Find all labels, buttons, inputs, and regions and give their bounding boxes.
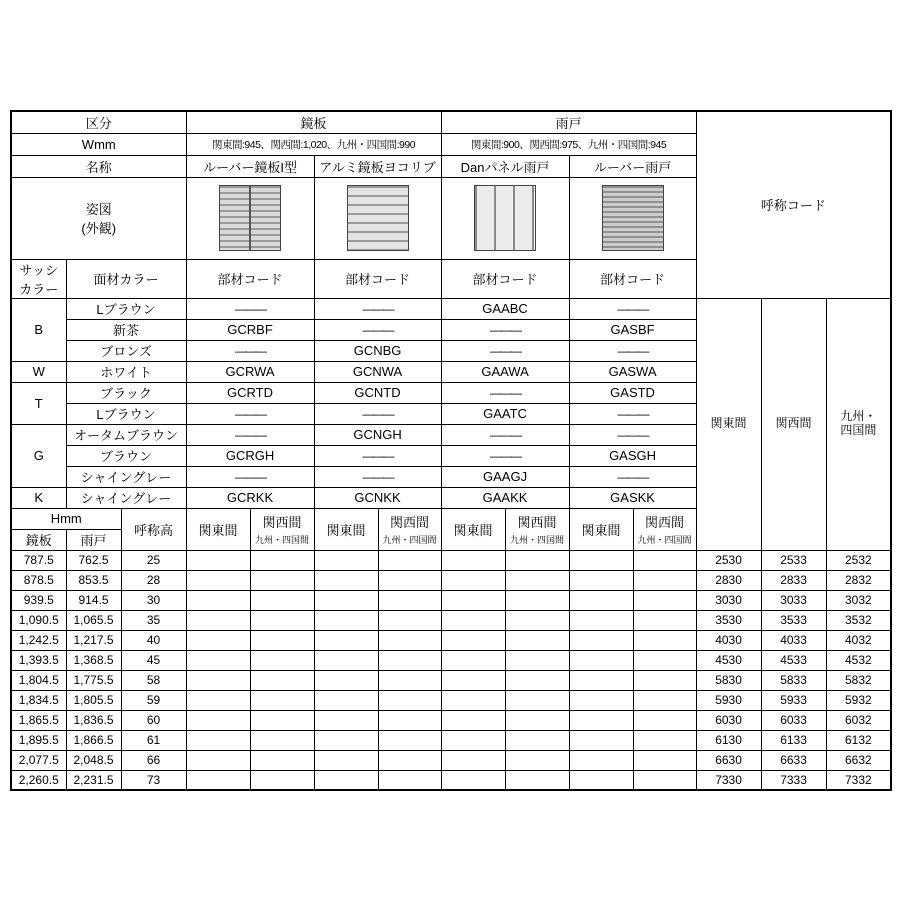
empty-cell	[314, 670, 378, 690]
kosho-code-value: 6033	[761, 710, 826, 730]
empty-cell	[378, 610, 441, 630]
empty-cell	[250, 750, 314, 770]
amado-header: 雨戸	[441, 111, 696, 133]
sash-color-label	[11, 259, 66, 298]
buzai-code-label: 部材コード	[441, 259, 569, 298]
product-name: ルーバー雨戸	[569, 155, 696, 177]
empty-cell	[186, 750, 250, 770]
kosho-daka-value: 30	[121, 590, 186, 610]
part-code: GCNTD	[314, 382, 441, 403]
kagamiita-height: 1,865.5	[11, 710, 66, 730]
empty-cell	[186, 550, 250, 570]
empty-cell	[378, 570, 441, 590]
empty-cell	[314, 710, 378, 730]
empty-cell	[569, 670, 633, 690]
buzai-code-label: 部材コード	[186, 259, 314, 298]
kosho-code-value: 5930	[696, 690, 761, 710]
empty-cell	[314, 730, 378, 750]
part-code: GASBF	[569, 319, 696, 340]
product-name: アルミ鏡板ヨコリブ	[314, 155, 441, 177]
empty-cell	[505, 690, 569, 710]
kosho-code-value: 6133	[761, 730, 826, 750]
kosho-code-value: 3030	[696, 590, 761, 610]
material-color-label: ブラウン	[66, 445, 186, 466]
kosho-daka-value: 58	[121, 670, 186, 690]
empty-cell	[314, 750, 378, 770]
kosho-code-value: 5833	[761, 670, 826, 690]
empty-cell	[505, 650, 569, 670]
vertical-panel-icon	[474, 185, 536, 251]
kosho-code-value: 2530	[696, 550, 761, 570]
wmm-label: Wmm	[11, 133, 186, 155]
empty-cell	[441, 610, 505, 630]
no-part-dash: ———	[186, 466, 314, 487]
size-row	[11, 770, 891, 790]
size-row	[11, 710, 891, 730]
kosho-daka-value: 40	[121, 630, 186, 650]
empty-cell	[186, 730, 250, 750]
kosho-daka-value: 28	[121, 570, 186, 590]
kosho-code-value: 6633	[761, 750, 826, 770]
material-color-label: シャイングレー	[66, 466, 186, 487]
empty-cell	[378, 770, 441, 790]
kagamiita-width-spec: 関東間:945、関西間:1,020、九州・四国間:990	[186, 133, 441, 155]
empty-cell	[441, 630, 505, 650]
sash-color-label-line2: カラー	[19, 281, 59, 297]
size-row	[11, 670, 891, 690]
empty-cell	[186, 570, 250, 590]
kagamiita-height: 1,834.5	[11, 690, 66, 710]
no-part-dash: ———	[569, 424, 696, 445]
size-row	[11, 590, 891, 610]
no-part-dash: ———	[441, 445, 569, 466]
amado-height: 1,065.5	[66, 610, 121, 630]
empty-cell	[505, 570, 569, 590]
kosho-code-value: 6632	[826, 750, 891, 770]
empty-cell	[569, 650, 633, 670]
kosho-code-value: 3032	[826, 590, 891, 610]
part-code: GCNBG	[314, 340, 441, 361]
empty-cell	[186, 710, 250, 730]
kosho-code-value: 3532	[826, 610, 891, 630]
size-row	[11, 750, 891, 770]
empty-cell	[378, 690, 441, 710]
empty-cell	[250, 650, 314, 670]
empty-cell	[633, 670, 696, 690]
kansai-subheader	[633, 508, 696, 550]
size-row	[11, 610, 891, 630]
kubun-label: 区分	[11, 111, 186, 133]
empty-cell	[505, 630, 569, 650]
kosho-code-value: 5933	[761, 690, 826, 710]
empty-cell	[633, 750, 696, 770]
empty-cell	[186, 670, 250, 690]
material-color-label: Lブラウン	[66, 298, 186, 319]
part-code: GAATC	[441, 403, 569, 424]
kosho-code-value: 4032	[826, 630, 891, 650]
part-code: GCRBF	[186, 319, 314, 340]
sugata-label-line1: 姿図	[85, 202, 112, 217]
empty-cell	[441, 770, 505, 790]
product-image-cell	[314, 177, 441, 259]
kosho-code-value: 5932	[826, 690, 891, 710]
kagamiita-height: 1,242.5	[11, 630, 66, 650]
no-part-dash: ———	[441, 424, 569, 445]
material-color-label: ホワイト	[66, 361, 186, 382]
kosho-code-value: 2830	[696, 570, 761, 590]
empty-cell	[441, 550, 505, 570]
empty-cell	[505, 610, 569, 630]
product-name: ルーバー鏡板I型	[186, 155, 314, 177]
kosho-code-value: 4530	[696, 650, 761, 670]
empty-cell	[441, 710, 505, 730]
empty-cell	[314, 650, 378, 670]
part-code: GAAKK	[441, 487, 569, 508]
empty-cell	[186, 590, 250, 610]
kagamiita-h-label: 鏡板	[11, 529, 66, 550]
no-part-dash: ———	[441, 340, 569, 361]
size-row	[11, 550, 891, 570]
empty-cell	[505, 710, 569, 730]
empty-cell	[441, 590, 505, 610]
empty-cell	[569, 730, 633, 750]
kanto-subheader: 関東間	[314, 508, 378, 550]
no-part-dash: ———	[186, 424, 314, 445]
empty-cell	[633, 590, 696, 610]
empty-cell	[441, 570, 505, 590]
material-color-label: ブロンズ	[66, 340, 186, 361]
empty-cell	[441, 650, 505, 670]
no-part-dash: ———	[186, 403, 314, 424]
amado-height: 2,231.5	[66, 770, 121, 790]
empty-cell	[314, 770, 378, 790]
buzai-code-label: 部材コード	[314, 259, 441, 298]
amado-height: 1,217.5	[66, 630, 121, 650]
no-part-dash: ———	[314, 319, 441, 340]
region-header: 関西間	[761, 298, 826, 550]
kyushu-subheader-line2: 九州・四国間	[637, 535, 692, 545]
empty-cell	[250, 670, 314, 690]
kagamiita-height: 1,895.5	[11, 730, 66, 750]
material-color-label: シャイングレー	[66, 487, 186, 508]
empty-cell	[505, 550, 569, 570]
kansai-subheader-line1: 関西間	[517, 515, 557, 530]
empty-cell	[569, 550, 633, 570]
empty-cell	[314, 690, 378, 710]
empty-cell	[569, 570, 633, 590]
kubun-row	[11, 111, 891, 133]
empty-cell	[378, 710, 441, 730]
empty-cell	[250, 630, 314, 650]
part-code: GCNWA	[314, 361, 441, 382]
kansai-subheader-line1: 関西間	[262, 515, 302, 530]
part-code: GCRKK	[186, 487, 314, 508]
kosho-code-value: 5832	[826, 670, 891, 690]
kosho-code-value: 6630	[696, 750, 761, 770]
empty-cell	[441, 690, 505, 710]
no-part-dash: ———	[441, 319, 569, 340]
material-color-label: オータムブラウン	[66, 424, 186, 445]
amado-height: 1,866.5	[66, 730, 121, 750]
amado-height: 2,048.5	[66, 750, 121, 770]
kagamiita-header: 鏡板	[186, 111, 441, 133]
kyushu-subheader-line2: 九州・四国間	[255, 535, 310, 545]
kosho-code-value: 3033	[761, 590, 826, 610]
region-header: 九州・ 四国間	[826, 298, 891, 550]
kyushu-subheader-line2: 九州・四国間	[382, 535, 437, 545]
empty-cell	[569, 710, 633, 730]
meisho-label: 名称	[11, 155, 186, 177]
empty-cell	[441, 730, 505, 750]
amado-height: 853.5	[66, 570, 121, 590]
hmm-label: Hmm	[11, 508, 121, 529]
kosho-code-value: 7332	[826, 770, 891, 790]
buzai-code-label: 部材コード	[569, 259, 696, 298]
sugata-label-line2: (外観)	[81, 221, 117, 236]
empty-cell	[633, 730, 696, 750]
empty-cell	[250, 710, 314, 730]
product-image-cell	[569, 177, 696, 259]
empty-cell	[378, 730, 441, 750]
empty-cell	[186, 650, 250, 670]
empty-cell	[378, 630, 441, 650]
part-code: GCRTD	[186, 382, 314, 403]
empty-cell	[441, 750, 505, 770]
sash-color-code: T	[11, 382, 66, 424]
kagamiita-height: 939.5	[11, 590, 66, 610]
empty-cell	[505, 590, 569, 610]
kosho-code-value: 6032	[826, 710, 891, 730]
empty-cell	[314, 570, 378, 590]
kosho-code-value: 5830	[696, 670, 761, 690]
empty-cell	[186, 690, 250, 710]
amado-width-spec: 関東間:900、関西間:975、九州・四国間:945	[441, 133, 696, 155]
empty-cell	[186, 630, 250, 650]
louver-split-panel-icon	[219, 185, 281, 251]
empty-cell	[378, 650, 441, 670]
kagamiita-height: 878.5	[11, 570, 66, 590]
empty-cell	[505, 770, 569, 790]
kosho-code-value: 6130	[696, 730, 761, 750]
no-part-dash: ———	[186, 340, 314, 361]
no-part-dash: ———	[569, 298, 696, 319]
sash-color-code: W	[11, 361, 66, 382]
amado-height: 1,805.5	[66, 690, 121, 710]
part-code: GASWA	[569, 361, 696, 382]
kosho-code-value: 2833	[761, 570, 826, 590]
part-code: GASKK	[569, 487, 696, 508]
empty-cell	[633, 690, 696, 710]
kosho-code-value: 2533	[761, 550, 826, 570]
kosho-code-value: 2832	[826, 570, 891, 590]
region-header: 関東間	[696, 298, 761, 550]
empty-cell	[633, 710, 696, 730]
empty-cell	[569, 690, 633, 710]
kosho-code-value: 6132	[826, 730, 891, 750]
amado-height: 1,775.5	[66, 670, 121, 690]
kosho-code-value: 4532	[826, 650, 891, 670]
kosho-daka-value: 25	[121, 550, 186, 570]
part-code: GCNKK	[314, 487, 441, 508]
amado-height: 914.5	[66, 590, 121, 610]
size-row	[11, 730, 891, 750]
empty-cell	[378, 670, 441, 690]
kosho-daka-value: 60	[121, 710, 186, 730]
no-part-dash: ———	[314, 466, 441, 487]
part-code: GAAGJ	[441, 466, 569, 487]
kansai-subheader	[250, 508, 314, 550]
product-image-cell	[186, 177, 314, 259]
empty-cell	[186, 770, 250, 790]
part-code: GCNGH	[314, 424, 441, 445]
kansai-subheader-line1: 関西間	[645, 515, 685, 530]
empty-cell	[378, 750, 441, 770]
horizontal-rib-panel-icon	[347, 185, 409, 251]
menzai-color-label: 面材カラー	[66, 259, 186, 298]
kosho-code-value: 4533	[761, 650, 826, 670]
empty-cell	[250, 570, 314, 590]
product-name: Danパネル雨戸	[441, 155, 569, 177]
kosho-daka-value: 45	[121, 650, 186, 670]
empty-cell	[633, 630, 696, 650]
amado-height: 1,368.5	[66, 650, 121, 670]
no-part-dash: ———	[314, 298, 441, 319]
kagamiita-height: 787.5	[11, 550, 66, 570]
empty-cell	[569, 750, 633, 770]
sash-color-code: G	[11, 424, 66, 487]
kanto-subheader: 関東間	[186, 508, 250, 550]
empty-cell	[250, 770, 314, 790]
part-code: GASTD	[569, 382, 696, 403]
kanto-subheader: 関東間	[569, 508, 633, 550]
kagamiita-height: 1,090.5	[11, 610, 66, 630]
empty-cell	[314, 590, 378, 610]
part-code: GAAWA	[441, 361, 569, 382]
amado-h-label: 雨戸	[66, 529, 121, 550]
kosho-daka-value: 35	[121, 610, 186, 630]
empty-cell	[314, 550, 378, 570]
kosho-daka-value: 66	[121, 750, 186, 770]
empty-cell	[633, 770, 696, 790]
empty-cell	[441, 670, 505, 690]
kosho-code-value: 4030	[696, 630, 761, 650]
empty-cell	[314, 610, 378, 630]
empty-cell	[186, 610, 250, 630]
empty-cell	[378, 590, 441, 610]
no-part-dash: ———	[314, 445, 441, 466]
amado-height: 1,836.5	[66, 710, 121, 730]
part-code: GCRGH	[186, 445, 314, 466]
empty-cell	[250, 610, 314, 630]
empty-cell	[633, 570, 696, 590]
kagamiita-height: 2,260.5	[11, 770, 66, 790]
kosho-code-header: 呼称コード	[696, 111, 891, 298]
empty-cell	[314, 630, 378, 650]
kosho-code-value: 2532	[826, 550, 891, 570]
empty-cell	[569, 590, 633, 610]
kosho-code-value: 7330	[696, 770, 761, 790]
empty-cell	[569, 610, 633, 630]
no-part-dash: ———	[569, 340, 696, 361]
sash-color-label-line1: サッシ	[19, 262, 59, 278]
kosho-daka-label: 呼称高	[121, 508, 186, 550]
amado-height: 762.5	[66, 550, 121, 570]
empty-cell	[250, 590, 314, 610]
no-part-dash: ———	[569, 466, 696, 487]
material-color-label: ブラック	[66, 382, 186, 403]
kagamiita-height: 1,804.5	[11, 670, 66, 690]
kosho-daka-value: 73	[121, 770, 186, 790]
empty-cell	[633, 610, 696, 630]
product-image-cell	[441, 177, 569, 259]
part-code: GCRWA	[186, 361, 314, 382]
part-code: GASGH	[569, 445, 696, 466]
empty-cell	[505, 670, 569, 690]
kagamiita-height: 2,077.5	[11, 750, 66, 770]
kyushu-subheader-line2: 九州・四国間	[510, 535, 565, 545]
empty-cell	[569, 770, 633, 790]
sash-color-code: K	[11, 487, 66, 508]
kansai-subheader-line1: 関西間	[390, 515, 430, 530]
no-part-dash: ———	[441, 382, 569, 403]
kosho-code-value: 7333	[761, 770, 826, 790]
kagamiita-height: 1,393.5	[11, 650, 66, 670]
kosho-daka-value: 59	[121, 690, 186, 710]
kosho-code-value: 4033	[761, 630, 826, 650]
size-row	[11, 570, 891, 590]
material-color-label: Lブラウン	[66, 403, 186, 424]
empty-cell	[505, 750, 569, 770]
sugata-label	[11, 177, 186, 259]
empty-cell	[633, 550, 696, 570]
empty-cell	[378, 550, 441, 570]
louver-panel-icon	[602, 185, 664, 251]
spec-table	[10, 110, 892, 791]
size-row	[11, 630, 891, 650]
kosho-code-value: 6030	[696, 710, 761, 730]
material-color-label: 新茶	[66, 319, 186, 340]
empty-cell	[250, 550, 314, 570]
kansai-subheader	[505, 508, 569, 550]
size-row	[11, 650, 891, 670]
no-part-dash: ———	[186, 298, 314, 319]
size-row	[11, 690, 891, 710]
empty-cell	[250, 690, 314, 710]
kosho-daka-value: 61	[121, 730, 186, 750]
kansai-subheader	[378, 508, 441, 550]
no-part-dash: ———	[569, 403, 696, 424]
kosho-code-value: 3533	[761, 610, 826, 630]
no-part-dash: ———	[314, 403, 441, 424]
empty-cell	[569, 630, 633, 650]
empty-cell	[505, 730, 569, 750]
empty-cell	[250, 730, 314, 750]
kosho-code-value: 3530	[696, 610, 761, 630]
kanto-subheader: 関東間	[441, 508, 505, 550]
empty-cell	[633, 650, 696, 670]
color-row	[11, 298, 891, 319]
sash-color-code: B	[11, 298, 66, 361]
part-code: GAABC	[441, 298, 569, 319]
